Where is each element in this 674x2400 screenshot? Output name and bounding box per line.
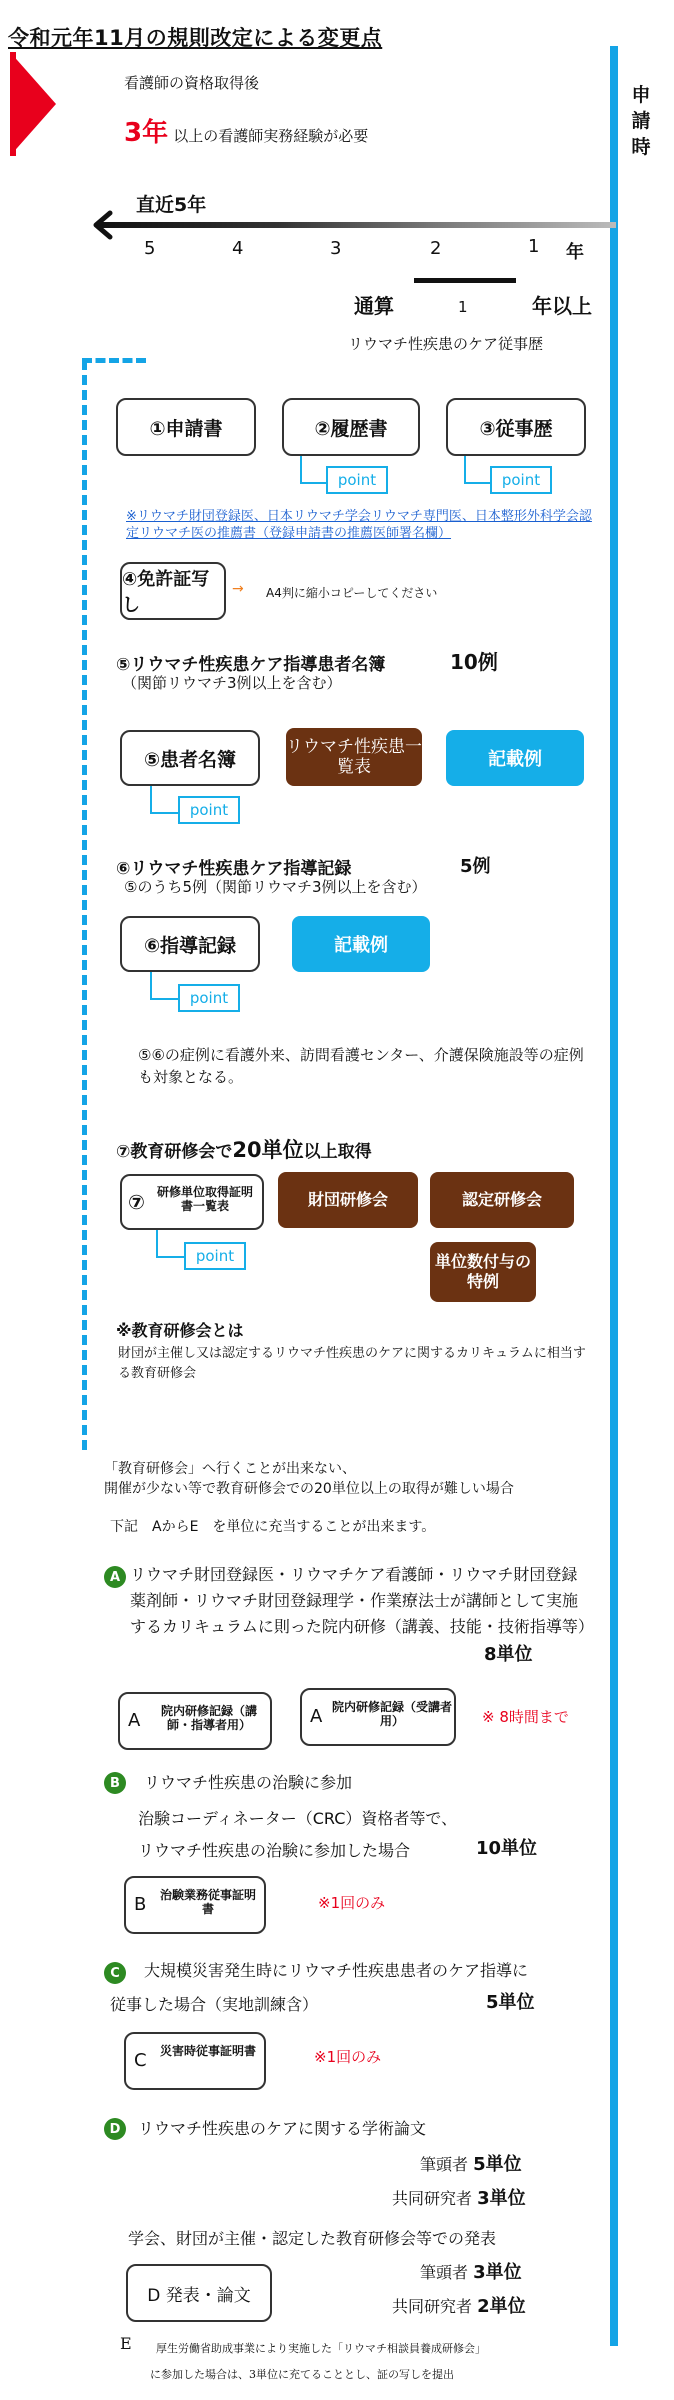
timeline-tick-1: 1	[528, 236, 540, 257]
a-box1-label: 院内研修記録（講師・指導者用）	[160, 1704, 257, 1732]
circle-b-icon: B	[104, 1772, 126, 1794]
red-arrow-icon	[10, 52, 56, 156]
total-label: 通算	[354, 294, 394, 318]
patients-example-button[interactable]: 記載例	[446, 730, 584, 786]
total-value: 1	[458, 298, 468, 316]
b-text2: リウマチ性疾患の治験に参加した場合	[138, 1841, 411, 1860]
a-record-attendee-button[interactable]	[300, 1688, 456, 1746]
care-history-caption: リウマチ性疾患のケア従事歴	[348, 335, 544, 353]
circle-d-icon: D	[104, 2118, 126, 2140]
c-units: 5単位	[486, 1992, 535, 2013]
timeline-tick-2: 2	[430, 238, 442, 259]
dashed-frame-left	[82, 360, 87, 1450]
training-certificate-button[interactable]	[120, 1174, 264, 1230]
point-connector	[150, 786, 180, 814]
b-box-label: 治験業務従事証明書	[160, 1888, 257, 1916]
recent-five-years-label: 直近5年	[136, 194, 207, 216]
total-bar	[414, 278, 516, 283]
a-units: 8単位	[484, 1644, 533, 1665]
dashed-frame-top	[82, 358, 146, 363]
records-note: ⑤⑥の症例に看護外来、訪問看護センター、介護保険施設等の症例も対象となる。	[138, 1046, 584, 1086]
point-connector	[464, 456, 492, 484]
timeline-tick-3: 3	[330, 238, 342, 259]
alt-intro1: 「教育研修会」へ行くことが出来ない、	[104, 1461, 356, 1477]
b-box-letter: B	[134, 1894, 147, 1915]
side-label: 申 請 時	[631, 84, 651, 158]
guidance-record-button[interactable]: ⑥指導記録	[120, 916, 260, 972]
d2-first-label: 筆頭者 3単位	[420, 2262, 522, 2283]
e-text2: に参加した場合は、3単位に充てることとし、証の写しを提出	[150, 2368, 454, 2381]
e-text1: 厚生労働省助成事業により実施した「リウマチ相談員養成研修会」	[156, 2342, 486, 2355]
license-copy-button[interactable]: ④免許証写し	[120, 562, 226, 620]
records-heading: ⑥リウマチ性疾患ケア指導記録	[116, 859, 352, 879]
c-certificate-button[interactable]	[124, 2032, 266, 2090]
page-title: 令和元年11月の規則改定による変更点	[8, 26, 383, 50]
circle-c-icon: C	[104, 1962, 126, 1984]
c-text2: 従事した場合（実地訓練含）	[110, 1995, 319, 2014]
d-co-label: 共同研究者 3単位	[392, 2188, 526, 2209]
c-box-letter: C	[134, 2050, 147, 2071]
timeline-tick-4: 4	[232, 238, 244, 259]
disease-list-button[interactable]: リウマチ性疾患一覧表	[286, 728, 422, 786]
certified-training-button[interactable]: 認定研修会	[430, 1172, 574, 1228]
point-connector	[156, 1230, 186, 1258]
recommendation-link[interactable]: ※リウマチ財団登録医、日本リウマチ学会リウマチ専門医、日本整形外科学会認定リウマチ医の推薦書（登録申請書の推薦医師署名欄）	[126, 509, 592, 541]
requirement-line1: 看護師の資格取得後	[124, 74, 260, 92]
records-example-button[interactable]: 記載例	[292, 916, 430, 972]
b-title: リウマチ性疾患の治験に参加	[144, 1773, 353, 1792]
timeline-bar	[96, 222, 616, 228]
point-connector	[300, 456, 328, 484]
patients-sub: （関節リウマチ3例以上を含む）	[122, 674, 342, 692]
c-note: ※1回のみ	[314, 2048, 382, 2066]
circle-a-icon: A	[104, 1566, 126, 1588]
application-time-bar	[610, 46, 618, 2346]
license-note: A4判に縮小コピーしてください	[266, 586, 438, 600]
years-big: 3年	[124, 118, 169, 148]
a-box1-letter: A	[128, 1710, 141, 1731]
patients-heading: ⑤リウマチ性疾患ケア指導患者名簿	[116, 655, 386, 675]
e-letter: E	[120, 2334, 132, 2353]
training-about-title: ※教育研修会とは	[116, 1321, 244, 1340]
alt-intro3: 下記 AからE を単位に充当することが出来ます。	[110, 1519, 436, 1535]
total-suffix: 年以上	[532, 294, 592, 318]
career-button[interactable]: ③従事歴	[446, 398, 586, 456]
d-first-label: 筆頭者 5単位	[420, 2154, 522, 2175]
requirement-line2: 3年 以上の看護師実務経験が必要	[124, 118, 369, 148]
a-note: ※ 8時間まで	[482, 1708, 569, 1726]
career-point-button[interactable]: point	[490, 466, 552, 494]
a-box2-letter: A	[310, 1706, 323, 1727]
resume-button[interactable]: ②履歴書	[282, 398, 420, 456]
point-connector	[150, 972, 180, 1000]
application-button[interactable]: ①申請書	[116, 398, 256, 456]
b-text1: 治験コーディネーター（CRC）資格者等で、	[138, 1809, 458, 1828]
red-bar-decoration	[10, 52, 16, 156]
year-unit: 年	[566, 242, 584, 263]
alt-intro2: 開催が少ない等で教育研修会での20単位以上の取得が難しい場合	[104, 1481, 514, 1497]
c-box-label: 災害時従事証明書	[160, 2044, 257, 2058]
records-sub: ⑤のうち5例（関節リウマチ3例以上を含む）	[124, 878, 427, 896]
b-note: ※1回のみ	[318, 1894, 386, 1912]
a-box2-label: 院内研修記録（受講者用）	[332, 1700, 453, 1728]
a-record-lecturer-button[interactable]	[118, 1692, 272, 1750]
certificate-number: ⑦	[128, 1190, 145, 1214]
patients-count: 10例	[450, 650, 498, 674]
certificate-label: 研修単位取得証明書一覧表	[156, 1185, 253, 1213]
arrow-right-icon: →	[232, 581, 244, 597]
certificate-point-button[interactable]: point	[184, 1242, 246, 1270]
d-presentation-button[interactable]: D 発表・論文	[126, 2264, 272, 2322]
c-text1: 大規模災害発生時にリウマチ性疾患患者のケア指導に	[144, 1961, 529, 1980]
special-units-button[interactable]: 単位数付与の特例	[430, 1242, 536, 1302]
training-heading: ⑦教育研修会で20単位以上取得	[116, 1138, 372, 1162]
d2-co-label: 共同研究者 2単位	[392, 2296, 526, 2317]
a-text: リウマチ財団登録医・リウマチケア看護師・リウマチ財団登録薬剤師・リウマチ財団登録理学・作業療法士が講師として実施するカリキュラムに則った院内研修（講義、技能・技術指導等）	[130, 1565, 594, 1636]
timeline-tick-5: 5	[144, 238, 156, 259]
records-count: 5例	[460, 856, 491, 877]
roster-point-button[interactable]: point	[178, 796, 240, 824]
records-point-button[interactable]: point	[178, 984, 240, 1012]
b-units: 10単位	[476, 1838, 538, 1859]
resume-point-button[interactable]: point	[326, 466, 388, 494]
d2-title: 学会、財団が主催・認定した教育研修会等での発表	[128, 2229, 497, 2248]
b-certificate-button[interactable]	[124, 1876, 266, 1934]
patient-roster-button[interactable]: ⑤患者名簿	[120, 730, 260, 786]
foundation-training-button[interactable]: 財団研修会	[278, 1172, 418, 1228]
training-about-text: 財団が主催し又は認定するリウマチ性疾患のケアに関するカリキュラムに相当する教育研修会	[118, 1346, 586, 1381]
d-title: リウマチ性疾患のケアに関する学術論文	[138, 2119, 427, 2138]
